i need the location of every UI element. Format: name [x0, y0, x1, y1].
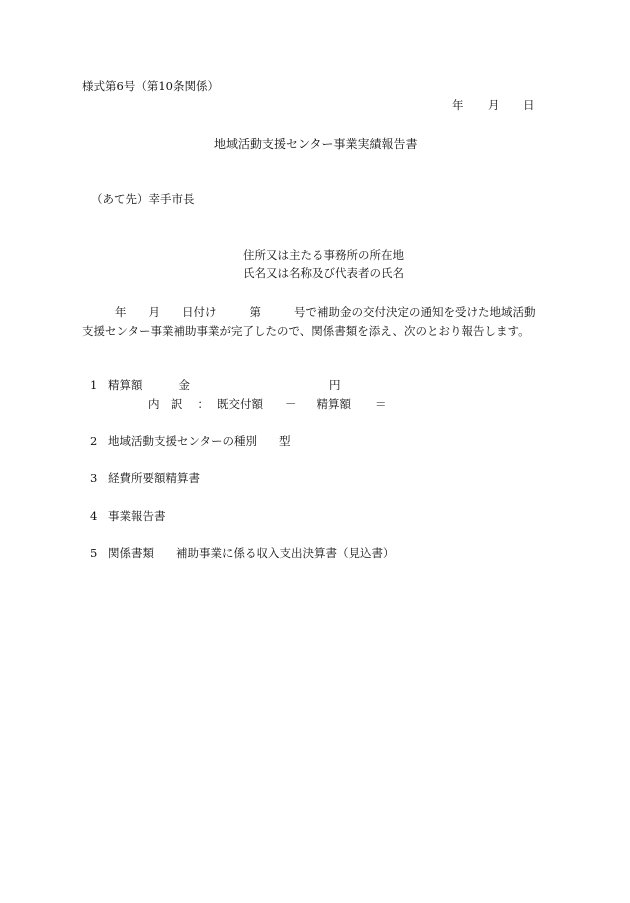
breakdown-already: 既交付額 — [217, 397, 263, 411]
date-day-label: 日 — [523, 98, 535, 112]
body-no: 第 — [249, 305, 261, 319]
document-title: 地域活動支援センター事業実績報告書 — [214, 137, 418, 151]
item-business-report — [90, 511, 166, 523]
item-detail: 補助事業に係る収入支出決算書（見込書） — [176, 546, 395, 560]
item-number: 1 — [90, 378, 98, 392]
item-label: 事業報告書 — [108, 509, 166, 523]
body-line-2: 支援センター事業補助事業が完了したので、関係書類を添え、次のとおり報告します。 — [82, 324, 530, 338]
breakdown-minus: － — [285, 397, 297, 411]
date-month-label: 月 — [488, 98, 500, 112]
applicant-name-label: 氏名又は名称及び代表者の氏名 — [243, 266, 404, 280]
item-number: 2 — [90, 434, 98, 448]
body-year: 年 — [115, 305, 127, 319]
applicant-address-label: 住所又は主たる事務所の所在地 — [243, 248, 404, 262]
body-rest: 号で補助金の交付決定の通知を受けた地域活動 — [294, 305, 536, 319]
item-number: 4 — [90, 509, 98, 523]
item-label: 地域活動支援センターの種別 — [108, 434, 258, 448]
body-month: 月 — [148, 305, 160, 319]
item-number: 3 — [90, 471, 98, 485]
form-number: 様式第6号（第10条関係） — [82, 79, 219, 93]
item-related-documents — [90, 548, 395, 560]
item-kin: 金 — [178, 378, 190, 392]
breakdown-line — [148, 399, 387, 411]
breakdown-equals: ＝ — [375, 397, 387, 411]
addressee: （あて先）幸手市長 — [91, 192, 195, 206]
item-label: 関係書類 — [108, 546, 154, 560]
breakdown-settle: 精算額 — [316, 397, 351, 411]
item-type: 型 — [279, 434, 291, 448]
item-label: 経費所要額精算書 — [108, 471, 200, 485]
item-expense-statement — [90, 473, 200, 485]
item-yen: 円 — [329, 378, 341, 392]
item-settlement-amount — [90, 380, 341, 392]
date-year-label: 年 — [452, 98, 464, 112]
body-line-1 — [82, 307, 536, 319]
breakdown-label: 内 訳 — [148, 397, 183, 411]
item-center-type — [90, 436, 291, 448]
item-number: 5 — [90, 546, 98, 560]
item-label: 精算額 — [108, 378, 143, 392]
breakdown-colon: ： — [197, 397, 209, 411]
body-dated: 日付け — [182, 305, 217, 319]
